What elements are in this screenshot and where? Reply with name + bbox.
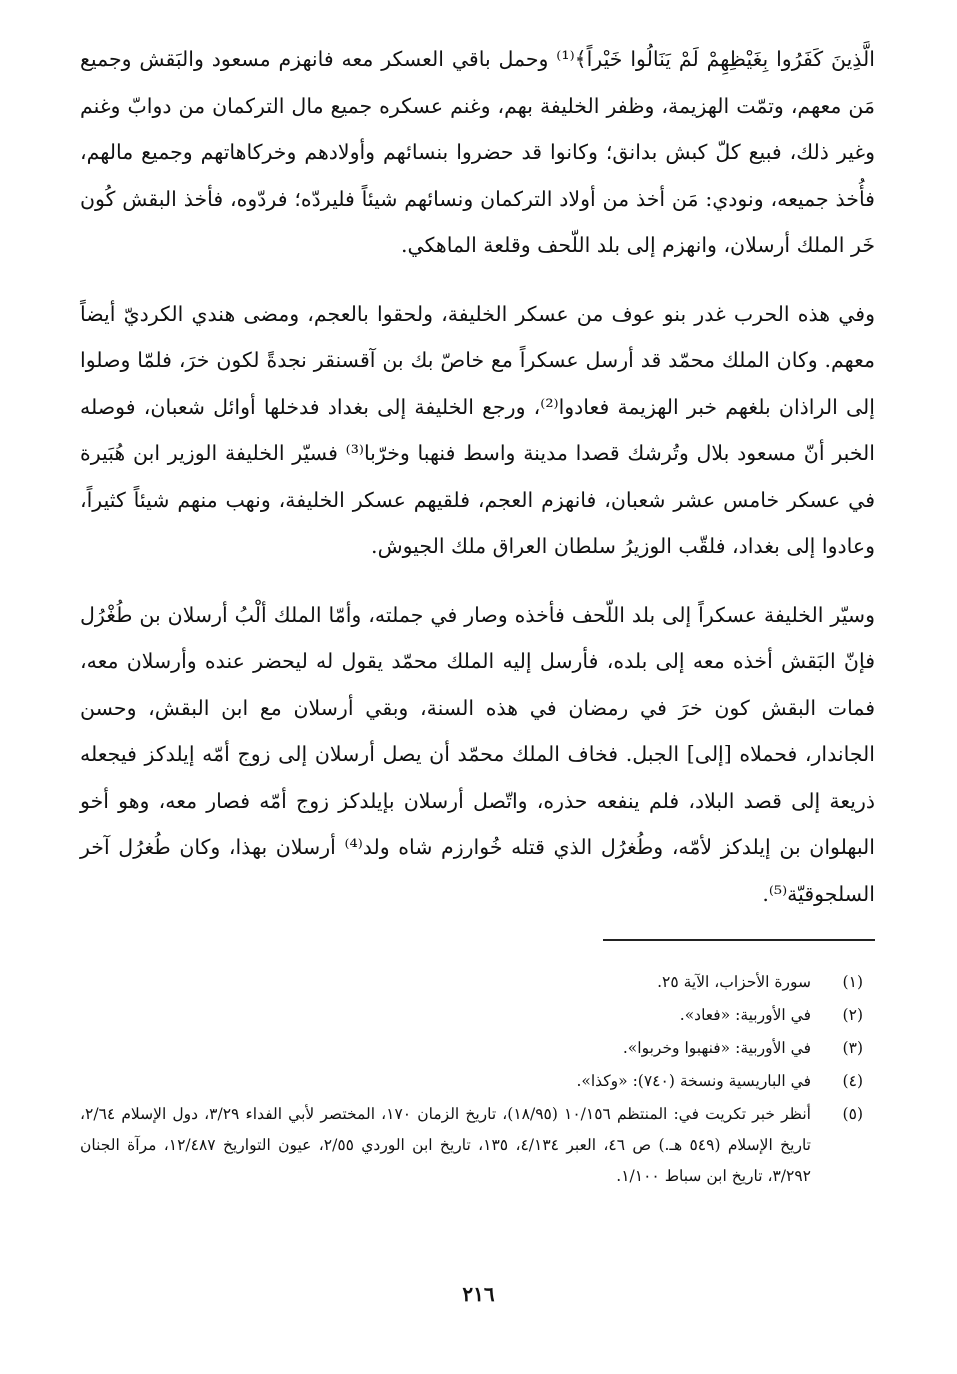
footnote-number: (٣) xyxy=(842,1039,863,1057)
footnote-5 xyxy=(80,1099,875,1192)
footnote-text: أنظر خبر تكريت في: المنتظم ١٠/١٥٦ (١٨/٩٥)، تاريخ الزمان ١٧٠، المختصر لأبي الفداء ٣/٢٩، دول الإسلام ٢/٦٤، تاريخ الإسلام (٥٤٩ هـ.) ص ٤٦، العبر ٤/١٣٤، ١٣٥، تاريخ ابن الوردي ٢/٥٥، عيون التواريخ ١٢/٤٨٧، مرآة الجنان ٣/٢٩٢، تاريخ ابن سباط ١/١٠٠. xyxy=(80,1105,811,1185)
body-paragraph-2: وفي هذه الحرب غدر بنو عوف من عسكر الخليفة، ولحقوا بالعجم، ومضى هندي الكرديّ أيضاً معهم. وكان الملك محمّد قد أرسل عسكراً مع خاصّ بك بن آقسنقر نجدةً لكون خرَ، فلمّا وصلوا إلى الراذان بلغهم خبر الهزيمة فعادوا⁽²⁾، ورجع الخليفة إلى بغداد فدخلها أوائل شعبان، فوصله الخبر أنّ مسعود بلال وتُرشك قصدا مدينة واسط فنهبا وخرّبا⁽³⁾ فسيّر الخليفة الوزير ابن هُبَيرة في عسكر خامس عشر شعبان، فانهزم العجم، فلقيهم عسكر الخليفة، ونهب منهم شيئاً كثيراً، وعادوا إلى بغداد، فلقّب الوزيرُ سلطان العراق ملك الجيوش. xyxy=(80,301,875,558)
footnote-text: في الأوربية: «فنهبوا وخربوا». xyxy=(622,1039,811,1057)
body-paragraph-3: وسيّر الخليفة عسكراً إلى بلد اللّحف فأخذه وصار في جملته، وأمّا الملك ألْبُ أرسلان بن طُغْرُل فإنّ البَقش أخذه معه إلى بلده، فأرسل إليه الملك محمّد يقول له ليحضر عنده وأرسلان معه، فمات البقش كون خرَ في رمضان في هذه السنة، وبقي أرسلان مع ابن البقش، وحسن الجاندار، فحملاه [إلى] الجبل. فخاف الملك محمّد أن يصل أرسلان إلى زوج أمّه إيلدكز فيجعله ذريعة إلى قصد البلاد، فلم ينفعه حذره، واتّصل أرسلان بإيلدكز زوج أمّه فصار معه، وهو أخو البهلوان بن إيلدكز لأمّه، وطُغرُل الذي قتله خُوارزم شاه ولد⁽⁴⁾ أرسلان بهذا، وكان طُغرُل آخر السلجوقيّة⁽⁵⁾. xyxy=(80,602,875,906)
footnotes-list xyxy=(80,967,875,1192)
footnote-number: (٤) xyxy=(842,1072,863,1090)
footnote-1 xyxy=(80,967,875,998)
footnote-text: في الباريسية ونسخة (٧٤٠): «وكذا». xyxy=(576,1072,811,1090)
footnote-3 xyxy=(80,1033,875,1064)
footnote-divider xyxy=(603,939,875,941)
page-content xyxy=(80,36,875,1194)
footnote-2 xyxy=(80,1000,875,1031)
footnote-number: (٥) xyxy=(842,1105,863,1123)
page-number: ٢١٦ xyxy=(462,1282,495,1306)
body-paragraph-1: الَّذِينَ كَفَرُوا بِغَيْظِهِمْ لَمْ يَنَالُوا خَيْراً﴾⁽¹⁾ وحمل باقي العسكر معه فانهزم مسعود والبَقش وجميع مَن معهم، وتمّت الهزيمة، وظفر الخليفة بهم، وغنم عسكره جميع مال التركمان من دوابّ وغنم وغير ذلك، فبيع كلّ كبش بدانق؛ وكانوا قد حضروا بنسائهم وأولادهم وخركاهاتهم وجميع مالهم، فأُخذ جميعه، ونودي: مَن أخذ من أولاد التركمان ونسائهم شيئاً فليردّه؛ فردّوه، فأخذ البقش كُون خَر الملك أرسلان، وانهزم إلى بلد اللّحف وقلعة الماهكي. xyxy=(80,47,876,257)
footnote-text: سورة الأحزاب، الآية ٢٥. xyxy=(657,973,811,991)
footnote-number: (١) xyxy=(842,973,863,991)
footnote-text: في الأوربية: «فعاد». xyxy=(679,1006,811,1024)
footnote-4 xyxy=(80,1066,875,1097)
footnote-number: (٢) xyxy=(842,1006,863,1024)
